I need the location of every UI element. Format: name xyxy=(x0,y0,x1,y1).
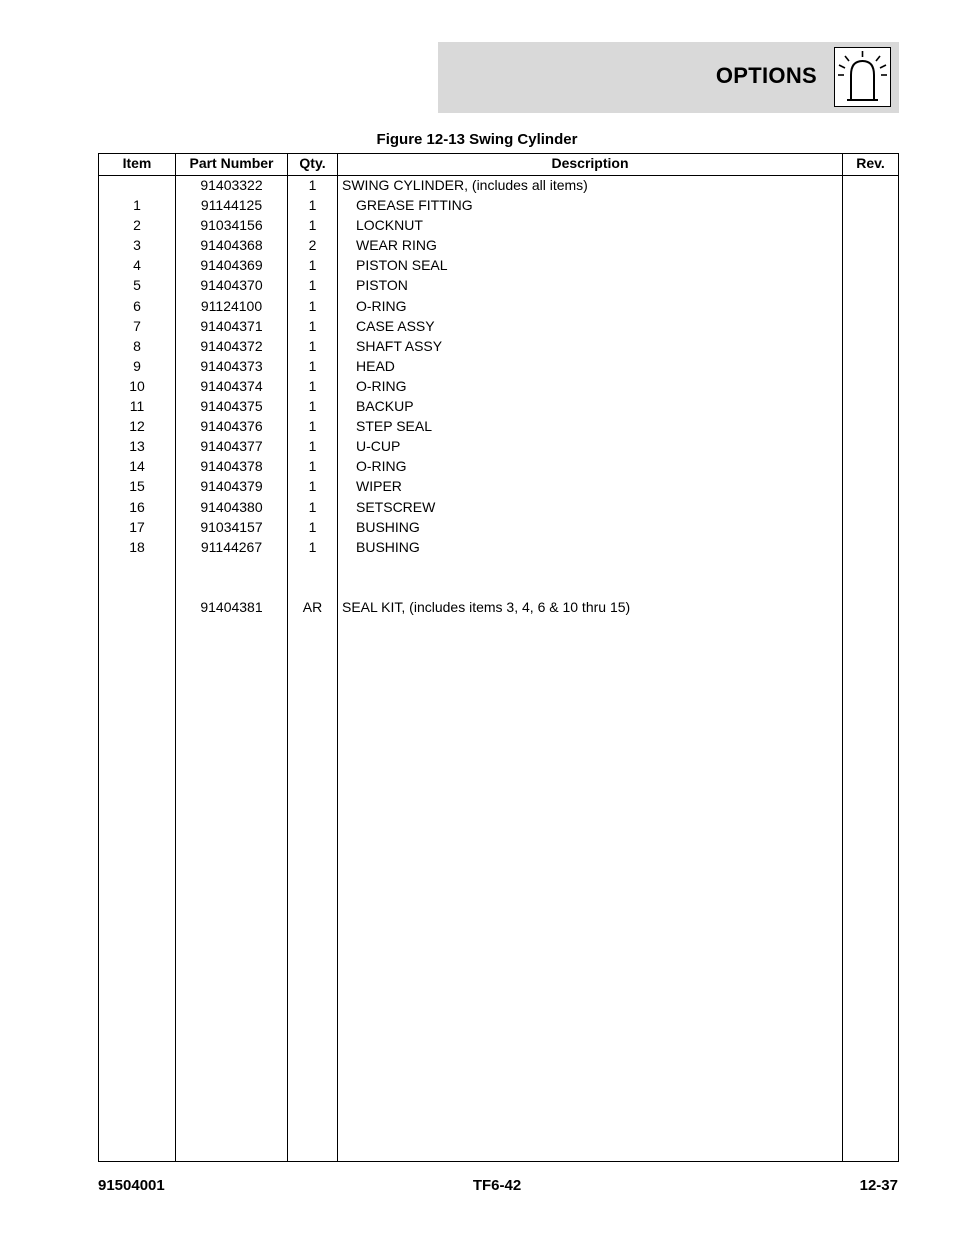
part-number-cell: 91404368 xyxy=(200,237,263,254)
qty-cell: 1 xyxy=(308,458,317,475)
description-cell: STEP SEAL xyxy=(356,418,433,435)
qty-cell: 1 xyxy=(308,377,317,394)
item-cell xyxy=(99,598,175,618)
column-header-qty: Qty. xyxy=(299,155,326,171)
qty-cell: 1 xyxy=(308,518,317,535)
part-number-cell: 91404375 xyxy=(200,398,263,415)
item-cell: 13 xyxy=(129,438,145,455)
part-number-cell: 91404370 xyxy=(200,277,263,294)
qty-cell: 1 xyxy=(308,177,317,193)
description-cell: SHAFT ASSY xyxy=(356,337,443,354)
item-cell: 8 xyxy=(133,337,141,354)
qty-cell: 1 xyxy=(308,438,317,455)
part-number-cell: 91404377 xyxy=(200,438,263,455)
qty-cell: 1 xyxy=(308,337,317,354)
item-cell: 12 xyxy=(129,418,145,435)
table-row xyxy=(99,518,898,538)
qty-cell: 1 xyxy=(308,418,317,435)
part-number-cell: 91034157 xyxy=(200,518,263,535)
row-spacer xyxy=(99,558,898,598)
table-row xyxy=(99,256,898,276)
item-cell: 15 xyxy=(129,478,145,495)
description-cell: CASE ASSY xyxy=(356,317,435,334)
part-number-cell: 91404381 xyxy=(200,598,263,615)
qty-cell: 1 xyxy=(308,538,317,555)
description-cell: BUSHING xyxy=(356,518,420,535)
description-cell: LOCKNUT xyxy=(356,217,423,234)
column-header-description: Description xyxy=(551,155,629,171)
part-number-cell: 91144125 xyxy=(200,197,263,214)
description-cell: SWING CYLINDER, (includes all items) xyxy=(342,177,588,193)
part-number-cell: 91404373 xyxy=(200,357,263,374)
table-row xyxy=(99,337,898,357)
column-header-rev: Rev. xyxy=(856,155,885,171)
description-cell: O-RING xyxy=(356,458,407,475)
description-cell: SETSCREW xyxy=(356,498,436,515)
item-cell: 5 xyxy=(133,277,141,294)
part-number-cell: 91404378 xyxy=(200,458,263,475)
table-row xyxy=(99,377,898,397)
part-number-cell: 91404372 xyxy=(200,337,263,354)
part-number-cell: 91403322 xyxy=(200,177,263,193)
table-row xyxy=(99,437,898,457)
table-row xyxy=(99,538,898,558)
qty-cell: 2 xyxy=(308,237,317,254)
table-row xyxy=(99,598,898,618)
item-cell: 17 xyxy=(129,518,145,535)
description-cell: U-CUP xyxy=(356,438,401,455)
model-code: TF6-42 xyxy=(472,1177,522,1194)
table-row xyxy=(99,236,898,256)
description-cell: WIPER xyxy=(356,478,402,495)
item-cell: 3 xyxy=(133,237,141,254)
item-cell: 9 xyxy=(133,357,141,374)
item-cell: 6 xyxy=(133,297,141,314)
part-number-cell: 91404376 xyxy=(200,418,263,435)
description-cell: O-RING xyxy=(356,297,407,314)
qty-cell: AR xyxy=(302,598,323,615)
part-number-cell: 91404369 xyxy=(200,257,263,274)
document-number: 91504001 xyxy=(98,1177,165,1194)
table-row xyxy=(99,357,898,377)
description-cell: PISTON SEAL xyxy=(356,257,448,274)
description-cell: PISTON xyxy=(356,277,408,294)
item-cell: 16 xyxy=(129,498,145,515)
description-cell: O-RING xyxy=(356,377,407,394)
part-number-cell: 91124100 xyxy=(200,297,263,314)
table-row xyxy=(99,397,898,417)
table-row xyxy=(99,196,898,216)
table-row xyxy=(99,317,898,337)
part-number-cell: 91404380 xyxy=(200,498,263,515)
description-cell: SEAL KIT, (includes items 3, 4, 6 & 10 thru 15) xyxy=(342,598,631,615)
page-number: 12-37 xyxy=(859,1177,898,1194)
parts-table xyxy=(98,153,899,1162)
item-cell: 1 xyxy=(133,197,141,214)
item-cell xyxy=(99,176,175,196)
description-cell: BACKUP xyxy=(356,398,414,415)
table-row xyxy=(99,297,898,317)
part-number-cell: 91404379 xyxy=(200,478,263,495)
part-number-cell: 91034156 xyxy=(200,217,263,234)
table-row xyxy=(99,498,898,518)
description-cell: WEAR RING xyxy=(356,237,437,254)
part-number-cell: 91404371 xyxy=(200,317,263,334)
qty-cell: 1 xyxy=(308,478,317,495)
item-cell: 11 xyxy=(129,398,145,415)
qty-cell: 1 xyxy=(308,277,317,294)
column-header-part-number: Part Number xyxy=(189,155,274,171)
table-row xyxy=(99,477,898,497)
qty-cell: 1 xyxy=(308,498,317,515)
item-cell: 4 xyxy=(133,257,141,274)
table-row xyxy=(99,216,898,236)
description-cell: GREASE FITTING xyxy=(356,197,473,214)
item-cell: 14 xyxy=(129,458,145,475)
item-cell: 7 xyxy=(133,317,141,334)
qty-cell: 1 xyxy=(308,357,317,374)
part-number-cell: 91144267 xyxy=(200,538,263,555)
item-cell: 2 xyxy=(133,217,141,234)
table-row xyxy=(99,417,898,437)
item-cell: 10 xyxy=(129,377,145,394)
qty-cell: 1 xyxy=(308,317,317,334)
section-title: OPTIONS xyxy=(715,63,817,88)
table-row xyxy=(99,176,898,196)
table-row xyxy=(99,457,898,477)
qty-cell: 1 xyxy=(308,257,317,274)
qty-cell: 1 xyxy=(308,197,317,214)
item-cell: 18 xyxy=(129,538,145,555)
description-cell: BUSHING xyxy=(356,538,420,555)
description-cell: HEAD xyxy=(356,357,395,374)
part-number-cell: 91404374 xyxy=(200,377,263,394)
section-header xyxy=(438,42,899,113)
qty-cell: 1 xyxy=(308,398,317,415)
table-row xyxy=(99,276,898,296)
table-body xyxy=(99,176,898,618)
beacon-light-icon xyxy=(834,47,891,107)
figure-title: Figure 12-13 Swing Cylinder xyxy=(376,131,578,148)
column-header-item: Item xyxy=(122,155,152,171)
qty-cell: 1 xyxy=(308,297,317,314)
qty-cell: 1 xyxy=(308,217,317,234)
